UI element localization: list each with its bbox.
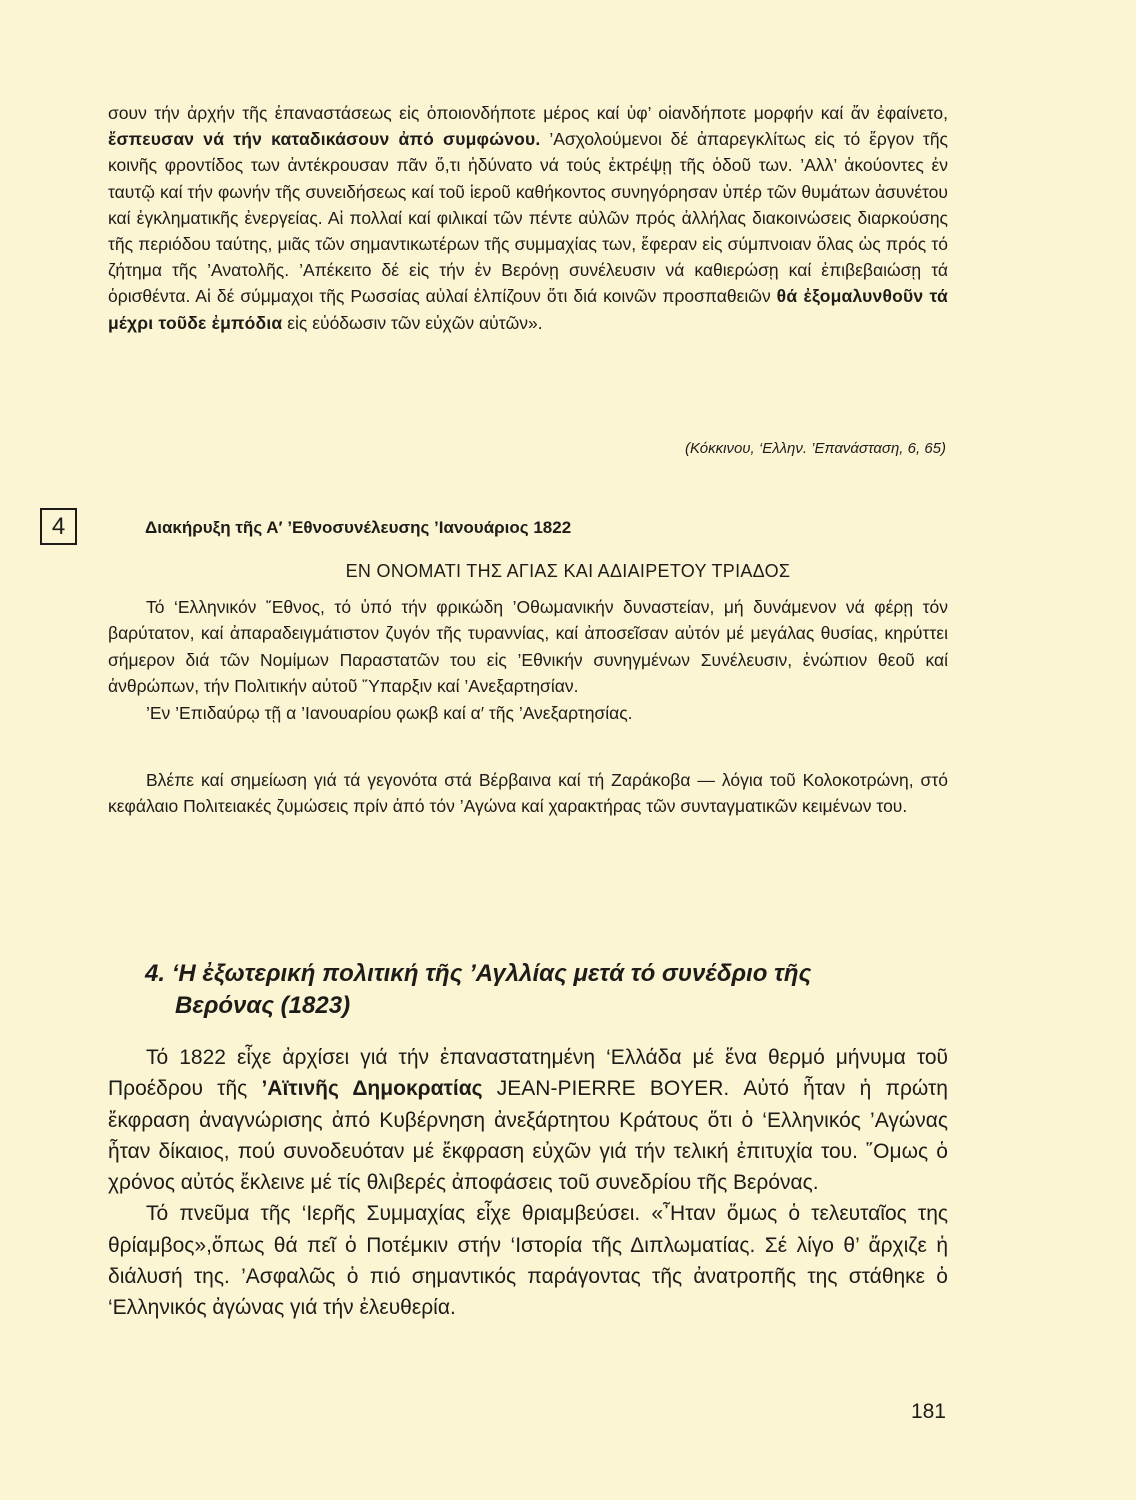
excerpt-citation: (Κόκκινου, ‘Ελλην. ’Επανάσταση, 6, 65)	[684, 440, 946, 457]
declaration-dateline: ’Εν ’Επιδαύρῳ τῇ α ’Ιανουαρίου ϙωκβ καί α′ τῆς ’Ανεξαρτησίας.	[146, 702, 633, 723]
section-number: 4.	[145, 960, 166, 987]
excerpt-text-mid: ’Ασχολούμενοι δέ ἀπαρεγκλίτως εἰς τό ἔργον τῆς κοινῆς φροντίδος των ἀντέκρουσαν πᾶν ὅ,τι ἠδύνατο νά τούς ἐκτρέψῃ τῆς ὁδοῦ των. ’Αλλ’ ἀκούοντες ἐν ταυτῷ καί τήν φωνήν τῆς συνειδήσεως καί τοῦ ἱεροῦ καθήκοντος συνηγόρησαν ὑπέρ τῶν θυμάτων ἀσυνέτου καί ἐγκληματικῆς ἐνεργείας. Αἱ πολλαί καί φιλικαί τῶν πέντε αὐλῶν πρός ἀλλήλας διακοινώσεις διαρκούσης τῆς περιόδου ταύτης, μιᾶς τῶν σημαντικωτέρων τῆς συμμαχίας των, ἔφεραν εἰς σύμπνοιαν ὅλας ὡς πρός τό ζήτημα τῆς ’Ανατολῆς. ’Απέκειτο δέ εἰς τήν ἐν Βερόνῃ συνέλευσιν νά καθιερώσῃ καί ἐπιβεβαιώσῃ τά ὁρισθέντα. Αἱ δέ σύμμαχοι τῆς Ρωσσίας αὐλαί ἐλπίζουν ὅτι διά κοινῶν προσπαθειῶν	[108, 129, 948, 307]
body-paragraph-1-end: JEAN-PIERRE BOYER. Αὐτό ἦταν ἡ πρώτη ἔκφραση ἀναγνώρισης ἀπό Κυβέρνηση ἀνεξάρτητου Κράτους ὅτι ὁ ‘Ελληνικός ’Αγώνας ἦταν δίκαιος, πού συνοδευόταν μέ ἔκφραση εὐχῶν γιά τήν τελική ἐπιτυχία του. ῞Ομως ὁ χρόνος αὐτός ἔκλεινε μέ τίς θλιβερές ἀποφάσεις τοῦ συνεδρίου τῆς Βερόνας.	[108, 1077, 948, 1195]
section-title-line-2: Βερόνας (1823)	[175, 992, 351, 1019]
document-number-box: 4	[40, 508, 77, 545]
body-paragraph-1	[108, 1042, 948, 1198]
declaration-paragraph: Τό ‘Ελληνικόν ῎Εθνος, τό ὑπό τήν φρικώδη ’Οθωμανικήν δυναστείαν, μή δυνάμενον νά φέρῃ τόν βαρύτατον, καί ἀπαραδειγμάτιστον ζυγόν τῆς τυραννίας, καί ἀποσεῖσαν αὐτόν μέ μεγάλας θυσίας, κηρύττει σήμερον διά τῶν Νομίμων Παραστατῶν του εἰς ’Εθνικήν συνηγμένων Συνέλευσιν, ἐνώπιον θεοῦ καί ἀνθρώπων, τήν Πολιτικήν αὐτοῦ ῞Υπαρξιν καί ’Ανεξαρτησίαν.	[108, 597, 948, 697]
excerpt-text-lead: σουν τήν ἀρχήν τῆς ἐπαναστάσεως εἰς ὁποιονδήποτε μέρος καί ὑφ’ οἱανδήποτε μορφήν καί ἄν ἐφαίνετο,	[108, 103, 948, 123]
body-bold-phrase: ’Αϊτινῆς Δημοκρατίας	[261, 1077, 483, 1101]
excerpt-paragraph	[108, 100, 948, 336]
declaration-text	[108, 594, 948, 726]
body-paragraph-2: Τό πνεῦμα τῆς ‘Ιερῆς Συμμαχίας εἶχε θριαμβεύσει. «῏Ηταν ὅμως ὁ τελευταῖος της θρίαμβος»,ὅπως θά πεῖ ὁ Ποτέμκιν στήν ‘Ιστορία τῆς Διπλωματίας. Σέ λίγο θ’ ἄρχιζε ἡ διάλυσή της. ’Ασφαλῶς ὁ πιό σημαντικός παράγοντας τῆς ἀνατροπῆς της στάθηκε ὁ ‘Ελληνικός ἀγώνας γιά τήν ἐλευθερία.	[108, 1202, 948, 1320]
document-title: Διακήρυξη τῆς Α′ ’Εθνοσυνέλευσης ’Ιανουάριος 1822	[145, 518, 572, 537]
excerpt-bold-phrase-1: ἔσπευσαν νά τήν καταδικάσουν ἀπό συμφώνου.	[108, 129, 541, 150]
note-paragraph: Βλέπε καί σημείωση γιά τά γεγονότα στά Βέρβαινα καί τή Ζαράκοβα — λόγια τοῦ Κολοκοτρώνη, στό κεφάλαιο Πολιτειακές ζυμώσεις πρίν ἀπό τόν ’Αγώνα καί χαρακτήρας τῶν συνταγματικῶν κειμένων του.	[108, 770, 948, 817]
document-heading: ΕΝ ΟΝΟΜΑΤΙ ΤΗΣ ΑΓΙΑΣ ΚΑΙ ΑΔΙΑΙΡΕΤΟΥ ΤΡΙΑΔΟΣ	[345, 561, 791, 581]
cross-reference-note	[108, 767, 948, 820]
quoted-excerpt	[108, 100, 948, 336]
section-body	[108, 1042, 948, 1324]
section-title-line-1: ‘Η ἐξωτερική πολιτική τῆς ’Αγλλίας μετά τό συνέδριο τῆς	[171, 960, 812, 987]
excerpt-bold-phrase-2: θά ἐξομαλυνθοῦν τά μέχρι τοῦδε ἐμπόδια	[108, 286, 948, 333]
excerpt-text-tail: εἰς εὐόδωσιν τῶν εὐχῶν αὐτῶν».	[282, 312, 543, 333]
body-paragraph-1-start: Τό 1822 εἶχε ἀρχίσει γιά τήν ἐπαναστατημένη ‘Ελλάδα μέ ἕνα θερμό μήνυμα τοῦ Προέδρου τῆς	[108, 1046, 948, 1101]
page-number: 181	[910, 1400, 946, 1423]
section-heading	[145, 958, 945, 1022]
